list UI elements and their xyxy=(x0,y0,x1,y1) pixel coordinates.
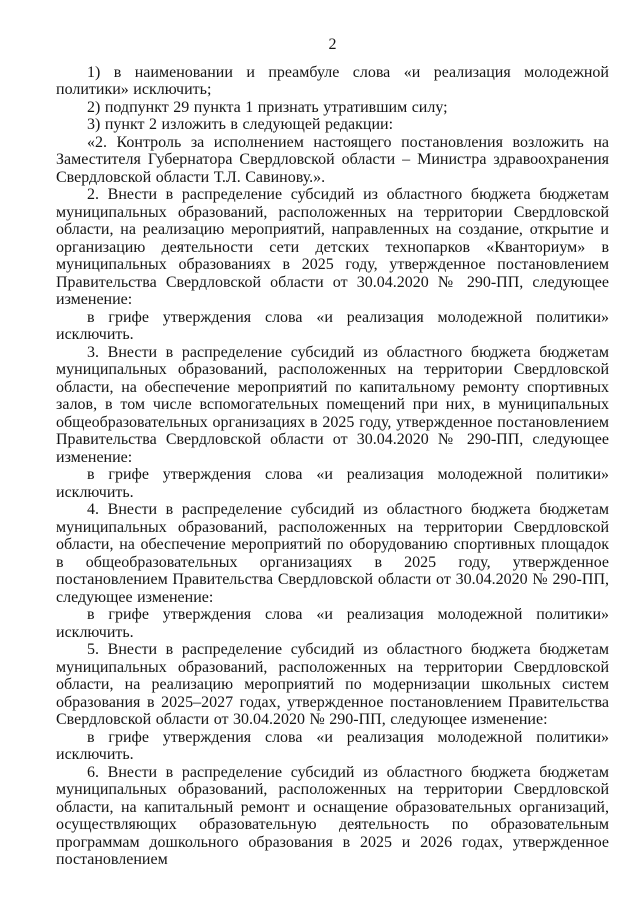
document-body xyxy=(56,64,609,869)
paragraph: в грифе утверждения слова «и реализация молодежной политики» исключить. xyxy=(56,466,609,501)
paragraph: 3. Внести в распределение субсидий из областного бюджета бюджетам муниципальных образований, расположенных на территории Свердловской области, на обеспечение мероприятий по капитальному ремонту спортивных залов, в том числе вспомогательных помещений при них, в муниципальных общеобразовательных организациях в 2025 году, утвержденное постановлением Правительства Свердловской области от 30.04.2020 № 290-ПП, следующее изменение: xyxy=(56,343,609,466)
paragraph: 4. Внести в распределение субсидий из областного бюджета бюджетам муниципальных образований, расположенных на территории Свердловской области, на обеспечение мероприятий по оборудованию спортивных площадок в общеобразовательных организациях в 2025 году, утвержденное постановлением Правительства Свердловской области от 30.04.2020 № 290-ПП, следующее изменение: xyxy=(56,501,609,606)
paragraph: «2. Контроль за исполнением настоящего постановления возложить на Заместителя Губернатора Свердловской области – Министра здравоохранения Свердловской области Т.Л. Савинову.». xyxy=(56,133,609,186)
paragraph: 6. Внести в распределение субсидий из областного бюджета бюджетам муниципальных образований, расположенных на территории Свердловской области, на капитальный ремонт и оснащение образовательных организаций, осуществляющих образовательную деятельность по образовательным программам дошкольного образования в 2025 и 2026 годах, утвержденное постановлением xyxy=(56,763,609,868)
paragraph: 2. Внести в распределение субсидий из областного бюджета бюджетам муниципальных образований, расположенных на территории Свердловской области, на реализацию мероприятий, направленных на создание, открытие и организацию деятельности сети детских технопарков «Кванториум» в муниципальных образованиях в 2025 году, утвержденное постановлением Правительства Свердловской области от 30.04.2020 № 290-ПП, следующее изменение: xyxy=(56,186,609,308)
paragraph: в грифе утверждения слова «и реализация молодежной политики» исключить. xyxy=(56,606,609,641)
paragraph: 2) подпункт 29 пункта 1 признать утратившим силу; xyxy=(87,98,448,116)
page-number: 2 xyxy=(328,36,337,53)
paragraph: в грифе утверждения слова «и реализация молодежной политики» исключить. xyxy=(56,308,609,343)
paragraph: в грифе утверждения слова «и реализация молодежной политики» исключить. xyxy=(56,728,609,763)
paragraph: 1) в наименовании и преамбуле слова «и реализация молодежной политики» исключить; xyxy=(56,63,609,98)
paragraph: 5. Внести в распределение субсидий из областного бюджета бюджетам муниципальных образований, расположенных на территории Свердловской области, на реализацию мероприятий по модернизации школьных систем образования в 2025–2027 годах, утвержденное постановлением Правительства Свердловской области от 30.04.2020 № 290-ПП, следующее изменение: xyxy=(56,641,609,728)
paragraph: 3) пункт 2 изложить в следующей редакции: xyxy=(87,116,394,133)
